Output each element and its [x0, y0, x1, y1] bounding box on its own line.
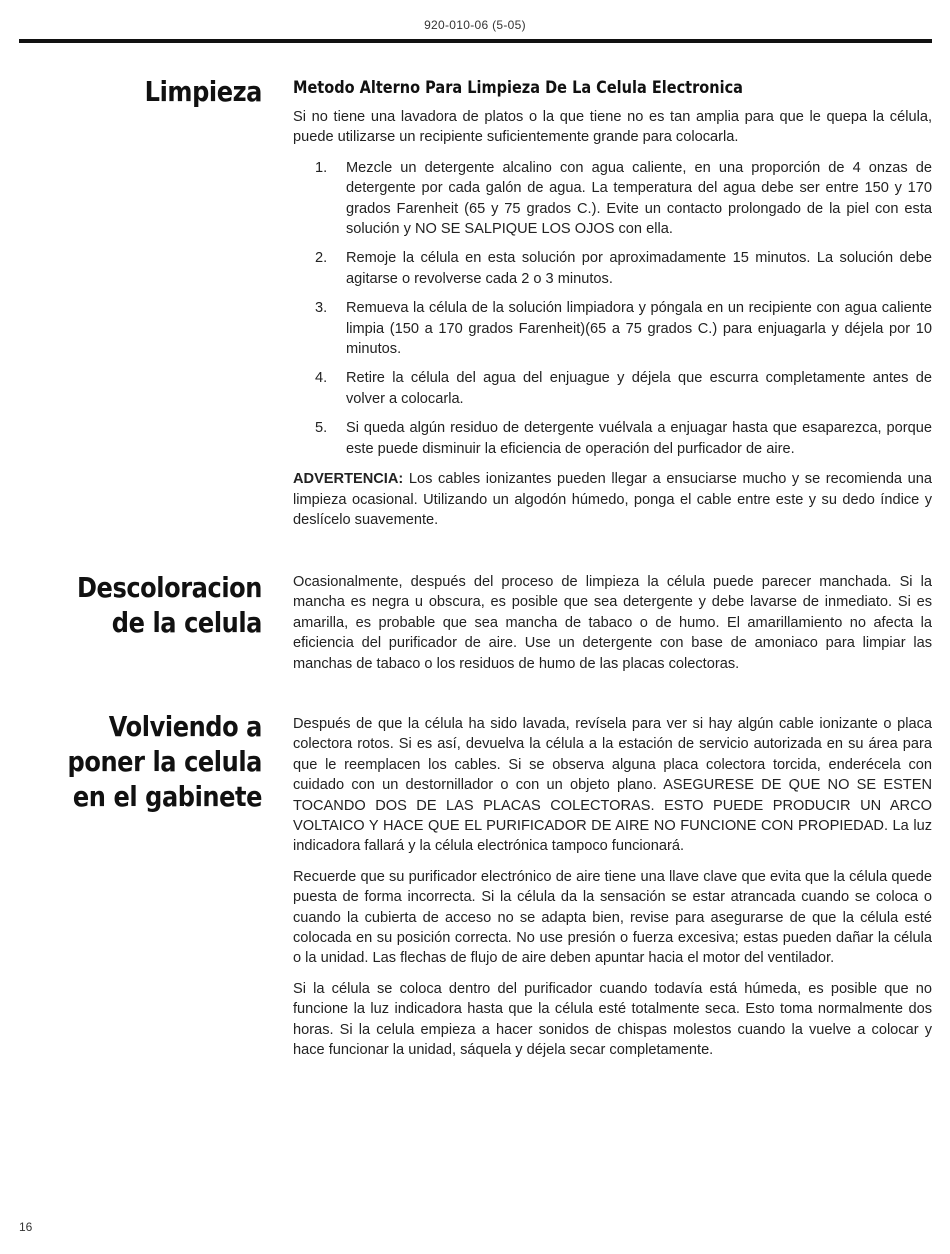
step-number: 4.: [315, 370, 328, 387]
header-rule: [19, 39, 932, 43]
step-number: 3.: [315, 300, 328, 317]
document-number: 920-010-06 (5-05): [424, 18, 526, 32]
list-item: [293, 158, 932, 240]
heading-line: de la celula: [111, 606, 262, 639]
step-number: 2.: [315, 250, 328, 267]
steps-list: [293, 158, 932, 459]
section-body-descoloracion: [293, 572, 932, 684]
heading-line: Volviendo a: [108, 710, 262, 743]
subheading: Metodo Alterno Para Limpieza De La Celula Electronica: [293, 78, 743, 97]
step-text: Retire la célula del agua del enjuague y déjela que escurra completamente antes de volver a colocarla.: [346, 370, 932, 407]
section-heading-descoloracion: [47, 570, 262, 640]
body-paragraph: Ocasionalmente, después del proceso de limpieza la célula puede parecer manchada. Si la mancha es negra u obscura, es posible que sea detergente y debe lavarse de inmediato. Si es amarilla, es probable que sea mancha de tabaco o de humo. El amarillamiento no afecta la eficiencia del purificador de aire. Use un detergente con base de amoniaco para limpiar las manchas de tabaco o los residuos de humo de las placas colectoras.: [293, 574, 932, 672]
list-item: [293, 248, 932, 289]
list-item: [293, 418, 932, 459]
body-paragraph: Después de que la célula ha sido lavada, revísela para ver si hay algún cable ionizante o placa colectora rotos. Si es así, devuelva la célula a la estación de servicio autorizada en su área para que le reemplacen los cables. Si se observa alguna placa colectora torcida, enderécela con cuidado con un destornillador o con un objeto plano. ASEGURESE DE QUE NO SE ESTEN TOCANDO DOS DE LAS PLACAS COLECTORAS. ESTO PUEDE PRODUCIR UN ARCO VOLTAICO Y HACE QUE EL PURIFICADOR DE AIRE NO FUNCIONE CON PROPIEDAD. La luz indicadora fallará y la célula electrónica tampoco funcionará.: [293, 716, 932, 855]
step-text: Mezcle un detergente alcalino con agua caliente, en una proporción de 4 onzas de detergente por cada galón de agua. La temperatura del agua debe ser entre 150 y 170 grados Farenheit (65 y 75 grados C.). Evite un contacto prolongado de la piel con esta solución y NO SE SALPIQUE LOS OJOS con ella.: [346, 159, 932, 238]
section-body-limpieza: [293, 78, 932, 540]
heading-line: Descoloracion: [76, 571, 262, 604]
warning-text: Los cables ionizantes pueden llegar a ensuciarse mucho y se recomienda una limpieza ocasional. Utilizando un algodón húmedo, ponga el cable entre este y su dedo índice y deslícelo suavemente.: [293, 471, 932, 528]
list-item: [293, 368, 932, 409]
heading-line: en el gabinete: [72, 780, 262, 813]
warning-label: ADVERTENCIA:: [293, 471, 404, 488]
body-paragraph: Si la célula se coloca dentro del purificador cuando todavía está húmeda, es posible que no funcione la luz indicadora hasta que la célula esté totalmente seca. Esto toma normalmente dos horas. Si la celula empieza a hacer sonidos de chispas molestos cuando la vuelve a colocar y hace funcionar la unidad, sáquela y déjela secar completamente.: [293, 980, 932, 1059]
heading-line: poner la celula: [67, 745, 262, 778]
section-heading-limpieza: [47, 74, 262, 109]
step-text: Si queda algún residuo de detergente vuélvala a enjuagar hasta que esaparezca, porque este puede disminuir la eficiencia de operación del purficador de aire.: [346, 420, 932, 457]
step-number: 5.: [315, 420, 328, 437]
warning-paragraph: [293, 469, 932, 530]
intro-paragraph: Si no tiene una lavadora de platos o la que tiene no es tan amplia para que le quepa la célula, puede utilizarse un recipiente suficientemente grande para colocarla.: [293, 109, 932, 146]
page-number: 16: [19, 1220, 33, 1234]
heading-line: Limpieza: [144, 75, 262, 108]
section-heading-volviendo: [47, 709, 262, 814]
body-paragraph: Recuerde que su purificador electrónico de aire tiene una llave clave que evita que la célula quede puesta de forma incorrecta. Si la célula da la sensación se estar atrancada cuando se coloca o cuando la cubierta de acceso no se adapta bien, revise para asegurarse de que la célula esté colocada en su posición correcta. No use presión o fuerza excesiva; estas pueden dañar la célula o la unidad. Las flechas de flujo de aire deben apuntar hacia el motor del ventilador.: [293, 868, 932, 967]
step-number: 1.: [315, 159, 328, 176]
section-body-volviendo: [293, 714, 932, 1071]
step-text: Remoje la célula en esta solución por aproximadamente 15 minutos. La solución debe agitarse o revolverse cada 2 o 3 minutos.: [346, 250, 932, 287]
step-text: Remueva la célula de la solución limpiadora y póngala en un recipiente con agua caliente limpia (150 a 170 grados Farenheit)(65 a 75 grados C.) para enjuagarla y déjela por 10 minutos.: [346, 300, 932, 358]
list-item: [293, 298, 932, 359]
